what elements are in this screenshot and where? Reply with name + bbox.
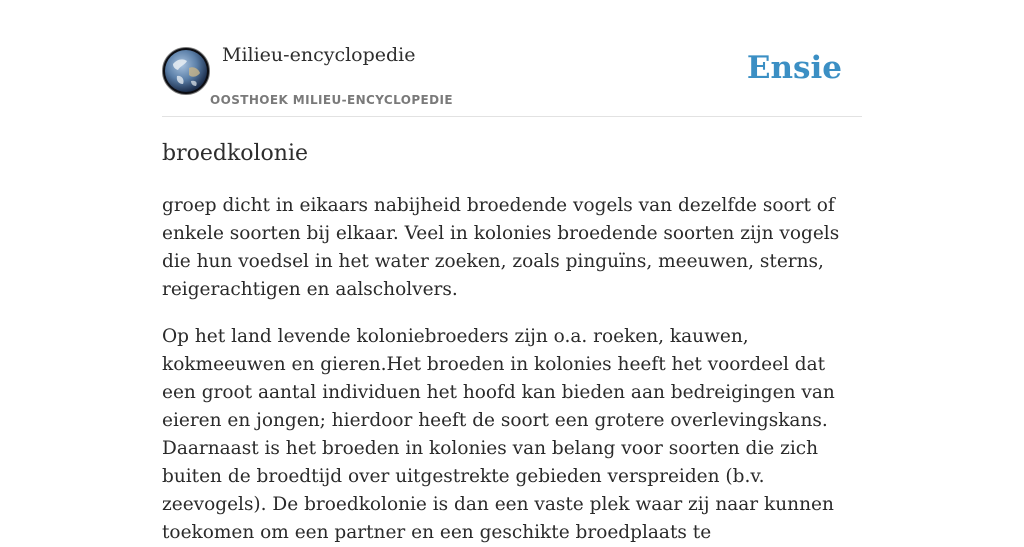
site-title[interactable]: Milieu-encyclopedie (222, 44, 416, 66)
site-header (162, 0, 862, 117)
entry-term: broedkolonie (162, 141, 309, 166)
earth-globe-icon[interactable] (162, 47, 210, 95)
entry-paragraph: Op het land levende koloniebroeders zijn o.a. roeken, kauwen, kokmeeuwen en gieren.Het broeden in kolonies heeft het voordeel dat een groot aantal individuen het hoofd kan bieden aan bedreigingen van eieren en jongen; hierdoor heeft de soort een grotere overlevingskans. Daarnaast is het broeden in kolonies van belang voor soorten die zich buiten de broedtijd over uitgestrekte gebieden verspreiden (b.v. zeevogels). De broedkolonie is dan een vaste plek waar zij naar kunnen toekomen om een partner en een geschikte broedplaats te (162, 326, 835, 543)
ensie-brand-link[interactable]: Ensie (746, 50, 842, 86)
entry-content (162, 138, 862, 547)
site-subtitle: OOSTHOEK MILIEU-ENCYCLOPEDIE (210, 93, 453, 107)
entry-paragraph: groep dicht in eikaars nabijheid broedende vogels van dezelfde soort of enkele soorten bij elkaar. Veel in kolonies broedende soorten zijn vogels die hun voedsel in het water zoeken, zoals pinguïns, meeuwen, sterns, reigerachtigen en aalscholvers. (162, 195, 840, 300)
